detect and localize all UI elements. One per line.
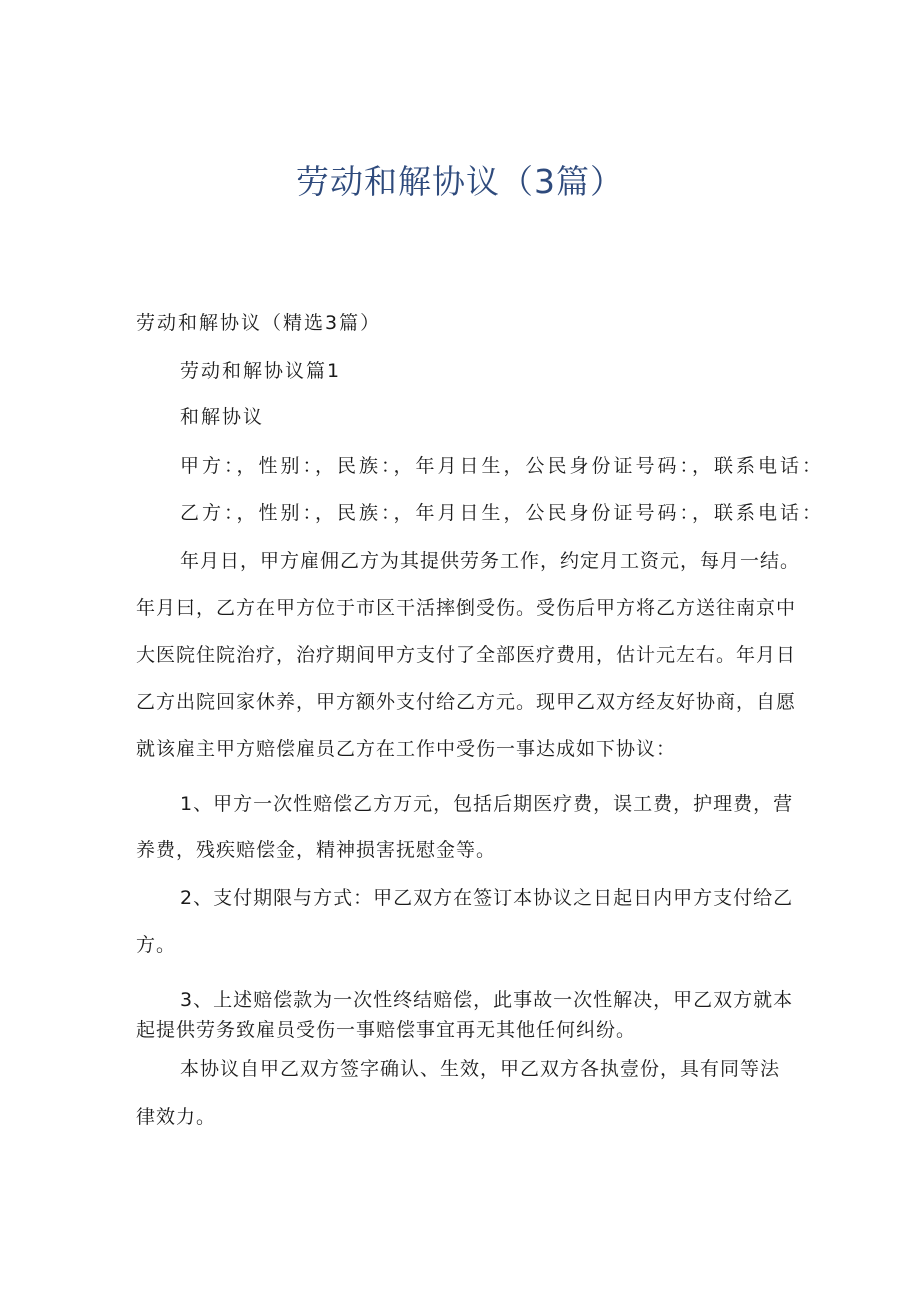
paragraph-line: 方。 (136, 934, 177, 956)
party-b-info: 乙方：，性别：，民族：，年月日生，公民身份证号码：，联系电话： (180, 502, 825, 524)
paragraph-line: 3、上述赔偿款为一次性终结赔偿，此事故一次性解决，甲乙双方就本 (180, 989, 794, 1011)
paragraph-line: 2、支付期限与方式：甲乙双方在签订本协议之日起日内甲方支付给乙 (180, 887, 794, 909)
paragraph-line: 1、甲方一次性赔偿乙方万元，包括后期医疗费，误工费，护理费，营 (180, 793, 794, 815)
clause-3 (136, 987, 796, 1047)
paragraph-line: 大医院住院治疗，治疗期间甲方支付了全部医疗费用，估计元左右。年月日 (136, 644, 797, 666)
paragraph-line: 起提供劳务致雇员受伤一事赔偿事宜再无其他任何纠纷。 (136, 1019, 637, 1041)
document-subtitle: 劳动和解协议（精选3篇） (136, 312, 382, 334)
clause-1 (136, 791, 796, 883)
paragraph-line: 就该雇主甲方赔偿雇员乙方在工作中受伤一事达成如下协议： (136, 738, 677, 760)
paragraph-line: 本协议自甲乙双方签字确认、生效，甲乙双方各执壹份，具有同等法 (180, 1058, 781, 1080)
document-title: 劳动和解协议（3篇） (296, 162, 624, 201)
clause-2 (136, 885, 796, 979)
closing-paragraph (136, 1056, 796, 1152)
section-heading: 和解协议 (180, 406, 265, 428)
chapter-heading: 劳动和解协议篇1 (180, 360, 342, 382)
paragraph-line: 养费，残疾赔偿金，精神损害抚慰金等。 (136, 839, 497, 861)
paragraph-line: 年月曰，乙方在甲方位于市区干活摔倒受伤。受伤后甲方将乙方送往南京中 (136, 597, 797, 619)
paragraph-line: 律效力。 (136, 1106, 217, 1128)
paragraph-line: 乙方出院回家休养，甲方额外支付给乙方元。现甲乙双方经友好协商，自愿 (136, 691, 797, 713)
party-a-info: 甲方：，性别：，民族：，年月日生，公民身份证号码：，联系电话： (180, 455, 825, 477)
paragraph-line: 年月日，甲方雇佣乙方为其提供劳务工作，约定月工资元，每月一结。 (180, 550, 801, 572)
facts-paragraph (136, 548, 801, 783)
